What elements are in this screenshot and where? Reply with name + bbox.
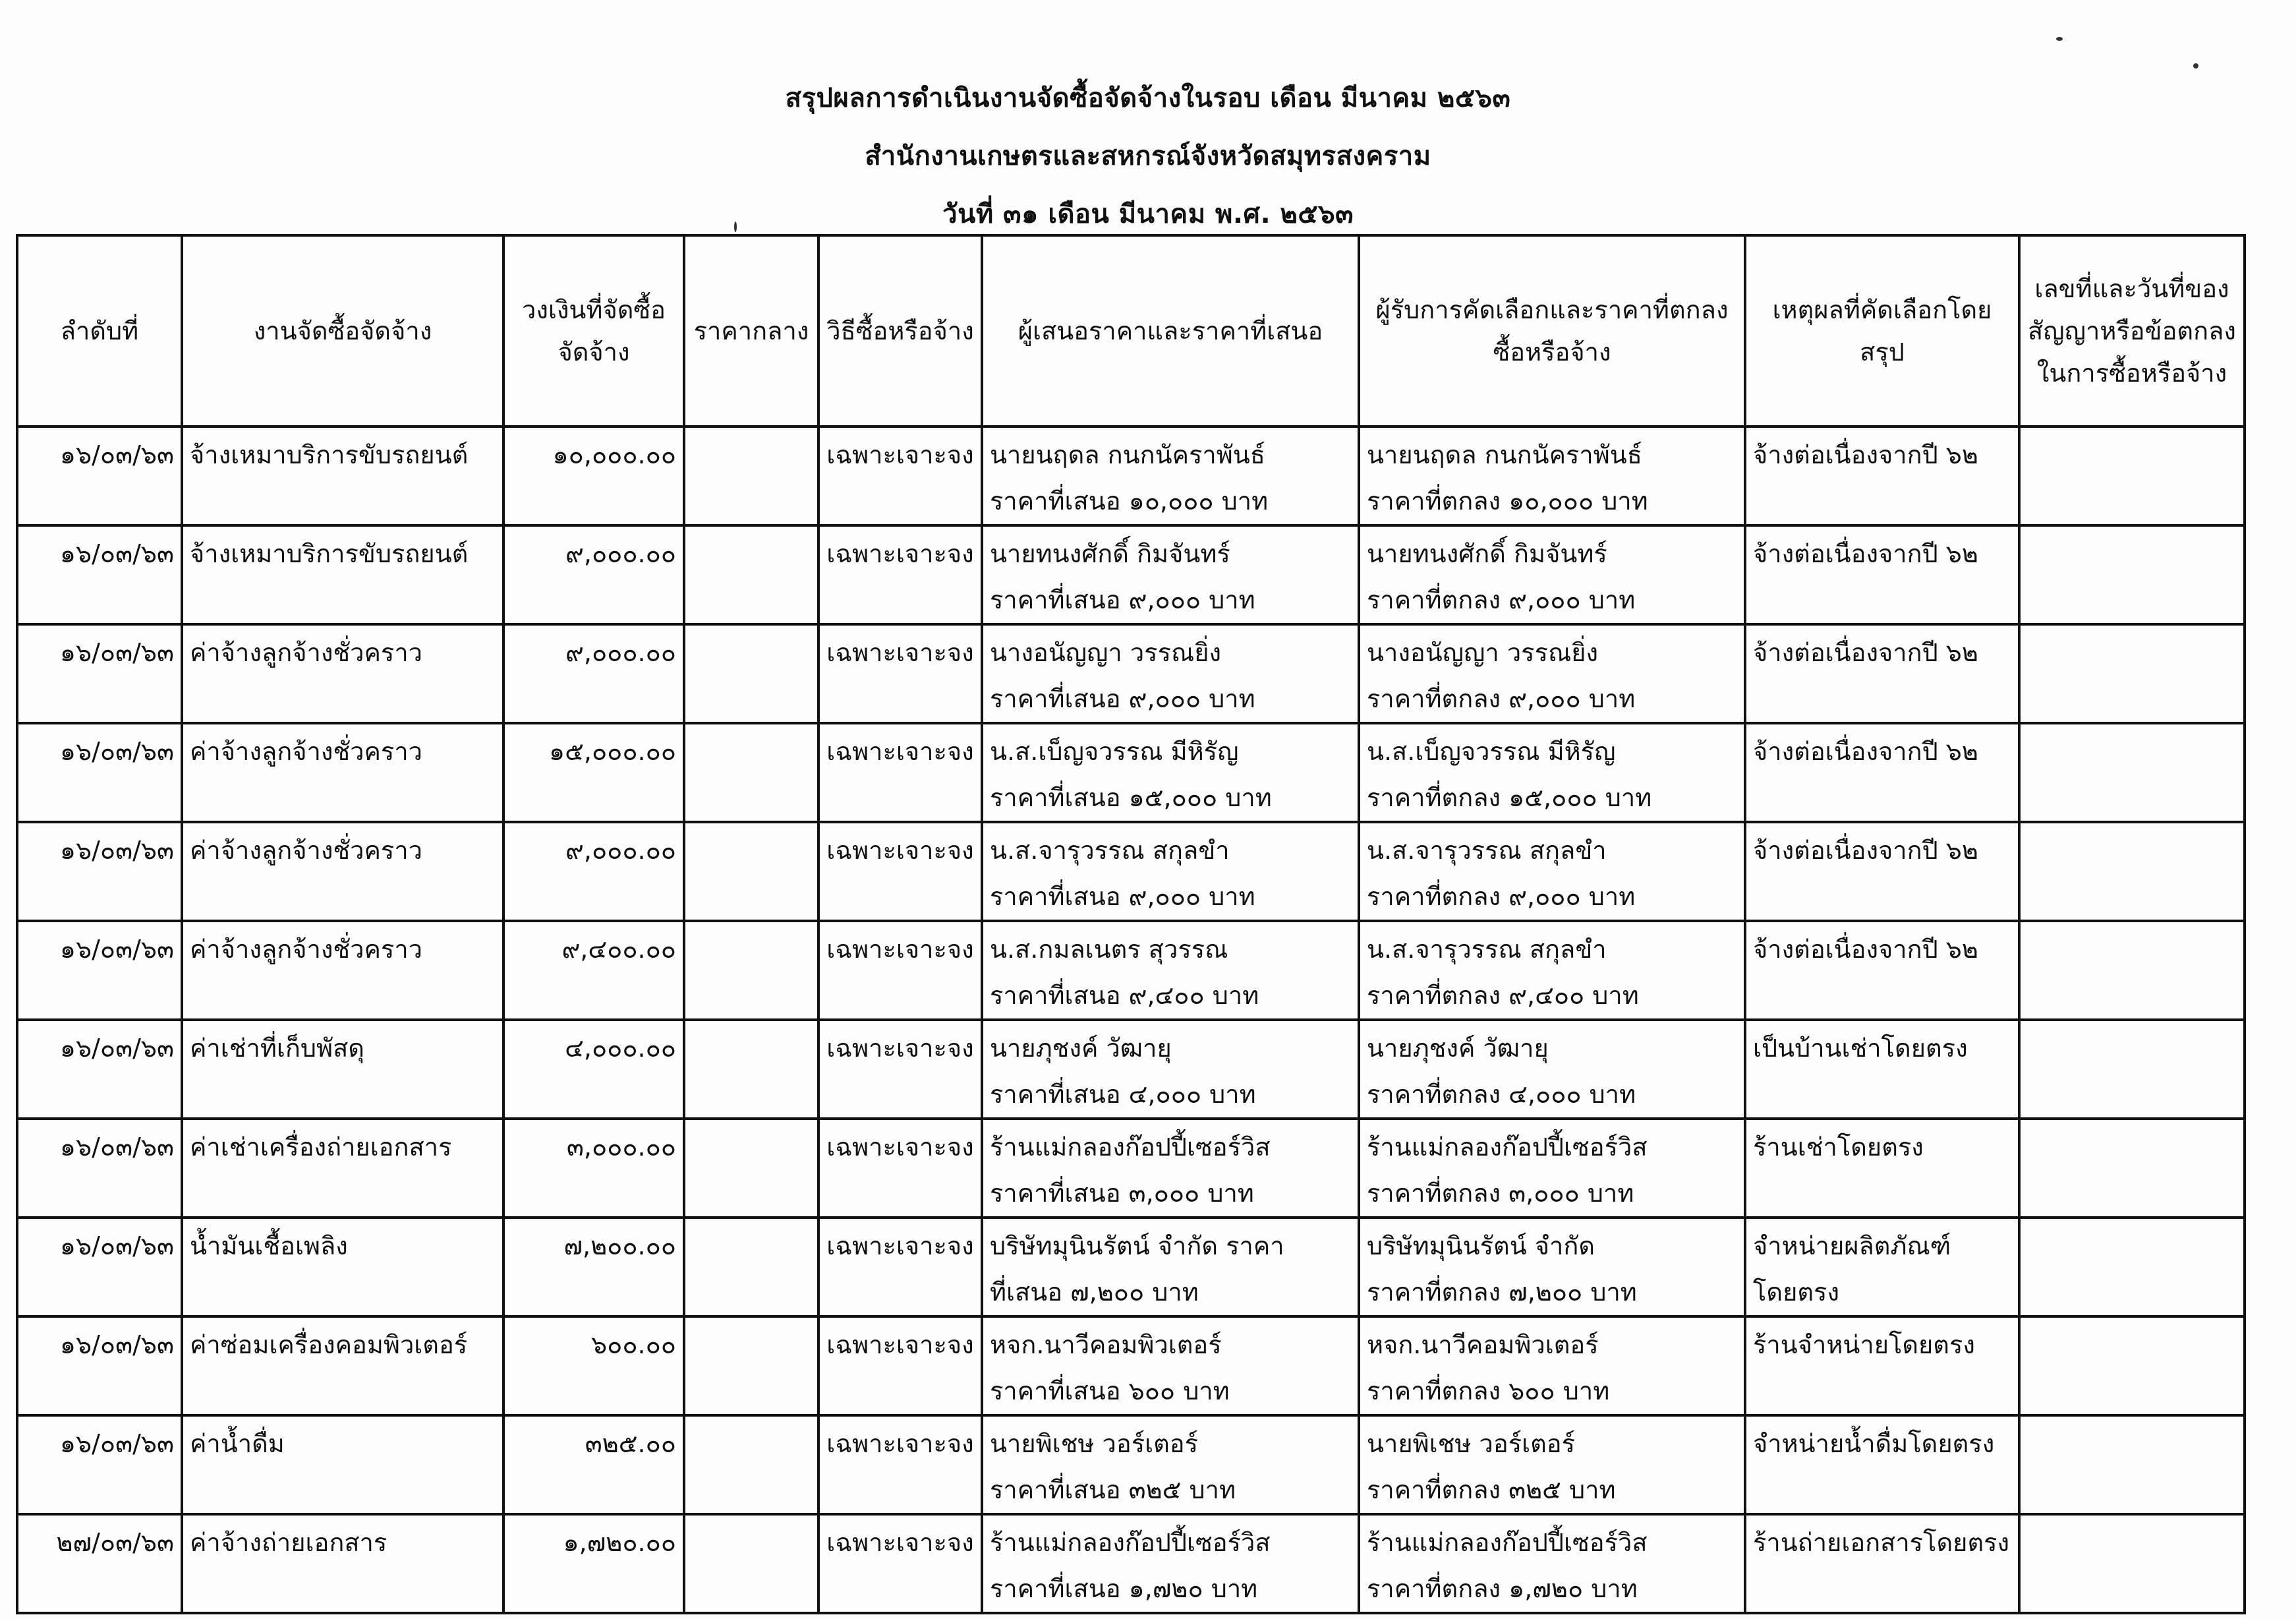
cell-date-date: ๑๖/๐๓/๖๓ [59, 1231, 174, 1260]
table-body [17, 427, 2245, 1613]
cell-method-method: เฉพาะเจาะจง [826, 1528, 974, 1557]
table-row [17, 1316, 2245, 1415]
cell-winner-winner: ร้านแม่กลองก๊อปปี้เซอร์วิส [1367, 1133, 1648, 1162]
cell-bidder-bid-price: ราคาที่เสนอ ๙,๐๐๐ บาท [990, 882, 1255, 911]
cell-reason-reason: ร้านจำหน่ายโดยตรง [1753, 1330, 1975, 1359]
cell-date [17, 427, 182, 525]
cell-budget [503, 525, 684, 624]
cell-item [182, 624, 503, 723]
table-row [17, 624, 2245, 723]
cell-item-item: จ้างเหมาบริการขับรถยนต์ [190, 440, 469, 469]
col-header-median-price: ราคากลาง [684, 235, 818, 427]
cell-item [182, 1514, 503, 1613]
cell-budget [503, 921, 684, 1020]
cell-method [818, 1119, 982, 1218]
cell-median-price [684, 1218, 818, 1316]
cell-item [182, 723, 503, 822]
col-header-seq: ลำดับที่ [17, 235, 182, 427]
cell-method-method: เฉพาะเจาะจง [826, 1330, 974, 1359]
cell-bidder-bid-price: ราคาที่เสนอ ๑,๗๒๐ บาท [990, 1574, 1258, 1603]
cell-date [17, 624, 182, 723]
cell-method [818, 1218, 982, 1316]
cell-bidder-bid-price: ราคาที่เสนอ ๙,๐๐๐ บาท [990, 585, 1255, 614]
cell-reason [1745, 1415, 2019, 1514]
col-header-method: วิธีซื้อหรือจ้าง [818, 235, 982, 427]
cell-item [182, 921, 503, 1020]
cell-reason [1745, 1020, 2019, 1119]
cell-budget [503, 1020, 684, 1119]
cell-item [182, 1316, 503, 1415]
cell-winner [1359, 624, 1745, 723]
cell-budget [503, 723, 684, 822]
cell-winner-agreed-price: ราคาที่ตกลง ๑๐,๐๐๐ บาท [1367, 486, 1648, 515]
cell-bidder-bidder: ร้านแม่กลองก๊อปปี้เซอร์วิส [990, 1528, 1271, 1557]
cell-date-date: ๑๖/๐๓/๖๓ [59, 1429, 174, 1458]
cell-median-price [684, 1119, 818, 1218]
cell-winner-agreed-price: ราคาที่ตกลง ๙,๐๐๐ บาท [1367, 684, 1636, 713]
cell-reason-reason: จำหน่ายผลิตภัณฑ์ [1753, 1231, 1951, 1260]
cell-winner [1359, 1514, 1745, 1613]
cell-contract [2019, 1415, 2245, 1514]
cell-winner-winner: บริษัทมุนินรัตน์ จำกัด [1367, 1231, 1595, 1260]
cell-winner [1359, 1415, 1745, 1514]
cell-method [818, 822, 982, 921]
cell-winner-winner: นายทนงศักดิ์ กิมจันทร์ [1367, 539, 1607, 568]
cell-date-date: ๑๖/๐๓/๖๓ [59, 539, 174, 568]
cell-bidder-bidder: น.ส.เบ็ญจวรรณ มีหิรัญ [990, 737, 1239, 766]
cell-median-price [684, 723, 818, 822]
cell-method [818, 723, 982, 822]
cell-date-date: ๒๗/๐๓/๖๓ [56, 1528, 174, 1557]
cell-method [818, 921, 982, 1020]
cell-bidder [982, 1514, 1359, 1613]
cell-item [182, 1020, 503, 1119]
procurement-summary-table [16, 234, 2246, 1614]
cell-reason [1745, 624, 2019, 723]
cell-date-date: ๑๖/๐๓/๖๓ [59, 1034, 174, 1063]
table-row [17, 1119, 2245, 1218]
cell-bidder-bid-price: ราคาที่เสนอ ๑๐,๐๐๐ บาท [990, 486, 1269, 515]
cell-budget-budget: ๔,๐๐๐.๐๐ [565, 1034, 676, 1063]
cell-contract [2019, 1514, 2245, 1613]
cell-median-price [684, 1020, 818, 1119]
cell-date [17, 723, 182, 822]
cell-budget-budget: ๑๕,๐๐๐.๐๐ [548, 737, 676, 766]
cell-item [182, 427, 503, 525]
cell-reason [1745, 1514, 2019, 1613]
cell-method-method: เฉพาะเจาะจง [826, 440, 974, 469]
table-row [17, 723, 2245, 822]
cell-date [17, 921, 182, 1020]
cell-bidder-bid-price: ที่เสนอ ๗,๒๐๐ บาท [990, 1278, 1199, 1307]
cell-bidder [982, 427, 1359, 525]
cell-winner-winner: ร้านแม่กลองก๊อปปี้เซอร์วิส [1367, 1528, 1648, 1557]
table-row [17, 1020, 2245, 1119]
cell-item-item: ค่าซ่อมเครื่องคอมพิวเตอร์ [190, 1330, 468, 1359]
cell-budget [503, 822, 684, 921]
cell-bidder-bidder: นายทนงศักดิ์ กิมจันทร์ [990, 539, 1230, 568]
cell-method [818, 624, 982, 723]
table-row [17, 1218, 2245, 1316]
table-row [17, 525, 2245, 624]
cell-budget-budget: ๑๐,๐๐๐.๐๐ [552, 440, 676, 469]
cell-bidder-bidder: นายภุชงค์ วัฒายุ [990, 1034, 1172, 1063]
cell-reason-reason2: โดยตรง [1753, 1278, 1839, 1307]
cell-date-date: ๑๖/๐๓/๖๓ [59, 638, 174, 667]
cell-median-price [684, 921, 818, 1020]
cell-contract [2019, 525, 2245, 624]
cell-reason [1745, 427, 2019, 525]
cell-method-method: เฉพาะเจาะจง [826, 737, 974, 766]
table-header-row [17, 235, 2245, 427]
cell-budget-budget: ๓,๐๐๐.๐๐ [566, 1133, 676, 1162]
cell-bidder-bidder: นายพิเชษ วอร์เตอร์ [990, 1429, 1199, 1458]
cell-date-date: ๑๖/๐๓/๖๓ [59, 737, 174, 766]
cell-contract [2019, 1119, 2245, 1218]
cell-bidder-bidder: น.ส.กมลเนตร สุวรรณ [990, 935, 1228, 964]
cell-winner-winner: น.ส.จารุวรรณ สกุลขำ [1367, 836, 1607, 865]
cell-date [17, 1415, 182, 1514]
table-row [17, 427, 2245, 525]
cell-winner-winner: นางอนัญญา วรรณยิ่ง [1367, 638, 1599, 667]
cell-date-date: ๑๖/๐๓/๖๓ [59, 1330, 174, 1359]
cell-method-method: เฉพาะเจาะจง [826, 935, 974, 964]
cell-budget-budget: ๖๐๐.๐๐ [591, 1330, 676, 1359]
cell-item-item: ค่าเช่าเครื่องถ่ายเอกสาร [190, 1133, 452, 1162]
cell-bidder [982, 525, 1359, 624]
document-header [0, 69, 2296, 243]
col-header-winner: ผู้รับการคัดเลือกและราคาที่ตกลงซื้อหรือจ้าง [1359, 235, 1745, 427]
cell-median-price [684, 1316, 818, 1415]
cell-reason-reason: ร้านเช่าโดยตรง [1753, 1133, 1924, 1162]
scan-speck [734, 221, 737, 232]
cell-winner-agreed-price: ราคาที่ตกลง ๑๕,๐๐๐ บาท [1367, 783, 1652, 812]
cell-item-item: ค่าจ้างลูกจ้างชั่วคราว [190, 935, 423, 964]
cell-bidder-bid-price: ราคาที่เสนอ ๙,๔๐๐ บาท [990, 981, 1259, 1010]
cell-date [17, 822, 182, 921]
cell-item [182, 822, 503, 921]
cell-date [17, 1020, 182, 1119]
col-header-bidder: ผู้เสนอราคาและราคาที่เสนอ [982, 235, 1359, 427]
cell-winner-agreed-price: ราคาที่ตกลง ๙,๐๐๐ บาท [1367, 882, 1636, 911]
cell-method [818, 1415, 982, 1514]
cell-winner [1359, 822, 1745, 921]
cell-method [818, 1514, 982, 1613]
cell-reason-reason: จ้างต่อเนื่องจากปี ๖๒ [1753, 539, 1978, 568]
cell-median-price [684, 1514, 818, 1613]
cell-method [818, 1020, 982, 1119]
cell-budget [503, 1218, 684, 1316]
cell-reason [1745, 1218, 2019, 1316]
cell-winner-agreed-price: ราคาที่ตกลง ๓,๐๐๐ บาท [1367, 1179, 1634, 1208]
cell-budget-budget: ๙,๐๐๐.๐๐ [565, 638, 676, 667]
cell-budget [503, 624, 684, 723]
cell-reason-reason: ร้านถ่ายเอกสารโดยตรง [1753, 1528, 2010, 1557]
cell-bidder-bidder: น.ส.จารุวรรณ สกุลขำ [990, 836, 1230, 865]
cell-bidder-bid-price: ราคาที่เสนอ ๙,๐๐๐ บาท [990, 684, 1255, 713]
cell-winner [1359, 723, 1745, 822]
table-row [17, 921, 2245, 1020]
report-date: วันที่ ๓๑ เดือน มีนาคม พ.ศ. ๒๕๖๓ [942, 199, 1354, 229]
cell-method [818, 427, 982, 525]
cell-contract [2019, 1218, 2245, 1316]
cell-item-item: ค่าจ้างลูกจ้างชั่วคราว [190, 737, 423, 766]
cell-method [818, 1316, 982, 1415]
cell-method-method: เฉพาะเจาะจง [826, 1034, 974, 1063]
cell-bidder-bidder: ร้านแม่กลองก๊อปปี้เซอร์วิส [990, 1133, 1271, 1162]
cell-budget-budget: ๙,๐๐๐.๐๐ [565, 836, 676, 865]
cell-contract [2019, 427, 2245, 525]
cell-winner-agreed-price: ราคาที่ตกลง ๖๐๐ บาท [1367, 1376, 1610, 1405]
cell-item-item: น้ำมันเชื้อเพลิง [190, 1231, 348, 1260]
agency-name: สำนักงานเกษตรและสหกรณ์จังหวัดสมุทรสงคราม [865, 141, 1431, 171]
cell-date [17, 1218, 182, 1316]
cell-winner [1359, 1218, 1745, 1316]
cell-item [182, 1415, 503, 1514]
cell-winner-agreed-price: ราคาที่ตกลง ๗,๒๐๐ บาท [1367, 1278, 1637, 1307]
cell-winner [1359, 525, 1745, 624]
cell-winner-agreed-price: ราคาที่ตกลง ๙,๐๐๐ บาท [1367, 585, 1636, 614]
cell-contract [2019, 822, 2245, 921]
cell-date [17, 1316, 182, 1415]
cell-bidder-bid-price: ราคาที่เสนอ ๓๒๕ บาท [990, 1475, 1236, 1504]
cell-budget-budget: ๙,๔๐๐.๐๐ [561, 935, 676, 964]
cell-winner-agreed-price: ราคาที่ตกลง ๓๒๕ บาท [1367, 1475, 1616, 1504]
cell-reason-reason: จ้างต่อเนื่องจากปี ๖๒ [1753, 440, 1978, 469]
cell-date [17, 525, 182, 624]
cell-bidder [982, 822, 1359, 921]
cell-item-item: ค่าเช่าที่เก็บพัสดุ [190, 1034, 364, 1063]
cell-reason [1745, 525, 2019, 624]
cell-method-method: เฉพาะเจาะจง [826, 539, 974, 568]
cell-median-price [684, 525, 818, 624]
col-header-reason: เหตุผลที่คัดเลือกโดยสรุป [1745, 235, 2019, 427]
cell-winner [1359, 427, 1745, 525]
cell-method-method: เฉพาะเจาะจง [826, 836, 974, 865]
cell-median-price [684, 624, 818, 723]
cell-reason-reason: จ้างต่อเนื่องจากปี ๖๒ [1753, 935, 1978, 964]
col-header-budget: วงเงินที่จัดซื้อจัดจ้าง [503, 235, 684, 427]
report-title: สรุปผลการดำเนินงานจัดซื้อจัดจ้างในรอบ เดือน มีนาคม ๒๕๖๓ [785, 83, 1511, 113]
cell-reason-reason: จ้างต่อเนื่องจากปี ๖๒ [1753, 836, 1978, 865]
cell-winner-winner: นายนฤดล กนกนัคราพันธ์ [1367, 440, 1642, 469]
cell-winner [1359, 921, 1745, 1020]
cell-bidder-bidder: บริษัทมุนินรัตน์ จำกัด ราคา [990, 1231, 1284, 1260]
cell-winner-agreed-price: ราคาที่ตกลง ๑,๗๒๐ บาท [1367, 1574, 1638, 1603]
table-row [17, 822, 2245, 921]
cell-winner-agreed-price: ราคาที่ตกลง ๙,๔๐๐ บาท [1367, 981, 1639, 1010]
cell-contract [2019, 723, 2245, 822]
cell-budget-budget: ๙,๐๐๐.๐๐ [565, 539, 676, 568]
table-row [17, 1415, 2245, 1514]
cell-budget [503, 1415, 684, 1514]
cell-bidder [982, 1119, 1359, 1218]
cell-winner-winner: น.ส.เบ็ญจวรรณ มีหิรัญ [1367, 737, 1616, 766]
cell-item-item: ค่าจ้างถ่ายเอกสาร [190, 1528, 387, 1557]
cell-method-method: เฉพาะเจาะจง [826, 1133, 974, 1162]
cell-method-method: เฉพาะเจาะจง [826, 1231, 974, 1260]
cell-bidder-bid-price: ราคาที่เสนอ ๖๐๐ บาท [990, 1376, 1230, 1405]
cell-item-item: ค่าจ้างลูกจ้างชั่วคราว [190, 638, 423, 667]
cell-reason-reason: จ้างต่อเนื่องจากปี ๖๒ [1753, 737, 1978, 766]
cell-method-method: เฉพาะเจาะจง [826, 638, 974, 667]
cell-reason [1745, 921, 2019, 1020]
cell-budget-budget: ๓๒๕.๐๐ [585, 1429, 676, 1458]
cell-method [818, 525, 982, 624]
cell-date-date: ๑๖/๐๓/๖๓ [59, 836, 174, 865]
cell-bidder [982, 1415, 1359, 1514]
cell-winner-winner: นายภุชงค์ วัฒายุ [1367, 1034, 1549, 1063]
cell-bidder [982, 723, 1359, 822]
cell-winner [1359, 1316, 1745, 1415]
cell-reason-reason: จ้างต่อเนื่องจากปี ๖๒ [1753, 638, 1978, 667]
col-header-item: งานจัดซื้อจัดจ้าง [182, 235, 503, 427]
cell-reason-reason: เป็นบ้านเช่าโดยตรง [1753, 1034, 1968, 1063]
cell-budget [503, 427, 684, 525]
cell-item-item: จ้างเหมาบริการขับรถยนต์ [190, 539, 469, 568]
cell-reason [1745, 1316, 2019, 1415]
cell-bidder-bidder: นางอนัญญา วรรณยิ่ง [990, 638, 1222, 667]
cell-winner [1359, 1020, 1745, 1119]
cell-bidder [982, 921, 1359, 1020]
cell-bidder-bidder: นายนฤดล กนกนัคราพันธ์ [990, 440, 1265, 469]
cell-contract [2019, 1316, 2245, 1415]
cell-bidder-bidder: หจก.นาวีคอมพิวเตอร์ [990, 1330, 1222, 1359]
cell-bidder [982, 624, 1359, 723]
cell-item [182, 1119, 503, 1218]
cell-bidder-bid-price: ราคาที่เสนอ ๑๕,๐๐๐ บาท [990, 783, 1272, 812]
col-header-contract: เลขที่และวันที่ของสัญญาหรือข้อตกลงในการซื้อหรือจ้าง [2019, 235, 2245, 427]
cell-bidder-bid-price: ราคาที่เสนอ ๓,๐๐๐ บาท [990, 1179, 1254, 1208]
cell-reason [1745, 1119, 2019, 1218]
cell-bidder [982, 1218, 1359, 1316]
cell-median-price [684, 427, 818, 525]
cell-date [17, 1119, 182, 1218]
cell-item-item: ค่าน้ำดื่ม [190, 1429, 285, 1458]
cell-date-date: ๑๖/๐๓/๖๓ [59, 1133, 174, 1162]
cell-winner-winner: หจก.นาวีคอมพิวเตอร์ [1367, 1330, 1599, 1359]
cell-date [17, 1514, 182, 1613]
cell-reason [1745, 822, 2019, 921]
cell-winner-agreed-price: ราคาที่ตกลง ๔,๐๐๐ บาท [1367, 1080, 1636, 1109]
cell-winner [1359, 1119, 1745, 1218]
cell-bidder [982, 1020, 1359, 1119]
cell-item-item: ค่าจ้างลูกจ้างชั่วคราว [190, 836, 423, 865]
cell-reason [1745, 723, 2019, 822]
cell-median-price [684, 822, 818, 921]
cell-winner-winner: น.ส.จารุวรรณ สกุลขำ [1367, 935, 1607, 964]
cell-budget-budget: ๗,๒๐๐.๐๐ [563, 1231, 676, 1260]
cell-item [182, 525, 503, 624]
cell-bidder-bid-price: ราคาที่เสนอ ๔,๐๐๐ บาท [990, 1080, 1256, 1109]
cell-contract [2019, 624, 2245, 723]
cell-bidder [982, 1316, 1359, 1415]
scan-speck [2193, 63, 2198, 69]
cell-contract [2019, 921, 2245, 1020]
cell-winner-winner: นายพิเชษ วอร์เตอร์ [1367, 1429, 1576, 1458]
cell-date-date: ๑๖/๐๓/๖๓ [59, 440, 174, 469]
cell-date-date: ๑๖/๐๓/๖๓ [59, 935, 174, 964]
cell-budget [503, 1316, 684, 1415]
cell-budget [503, 1119, 684, 1218]
cell-median-price [684, 1415, 818, 1514]
scan-speck [2056, 37, 2063, 41]
cell-budget-budget: ๑,๗๒๐.๐๐ [563, 1528, 676, 1557]
cell-contract [2019, 1020, 2245, 1119]
cell-budget [503, 1514, 684, 1613]
cell-item [182, 1218, 503, 1316]
cell-method-method: เฉพาะเจาะจง [826, 1429, 974, 1458]
table-row [17, 1514, 2245, 1613]
cell-reason-reason: จำหน่ายน้ำดื่มโดยตรง [1753, 1429, 1995, 1458]
